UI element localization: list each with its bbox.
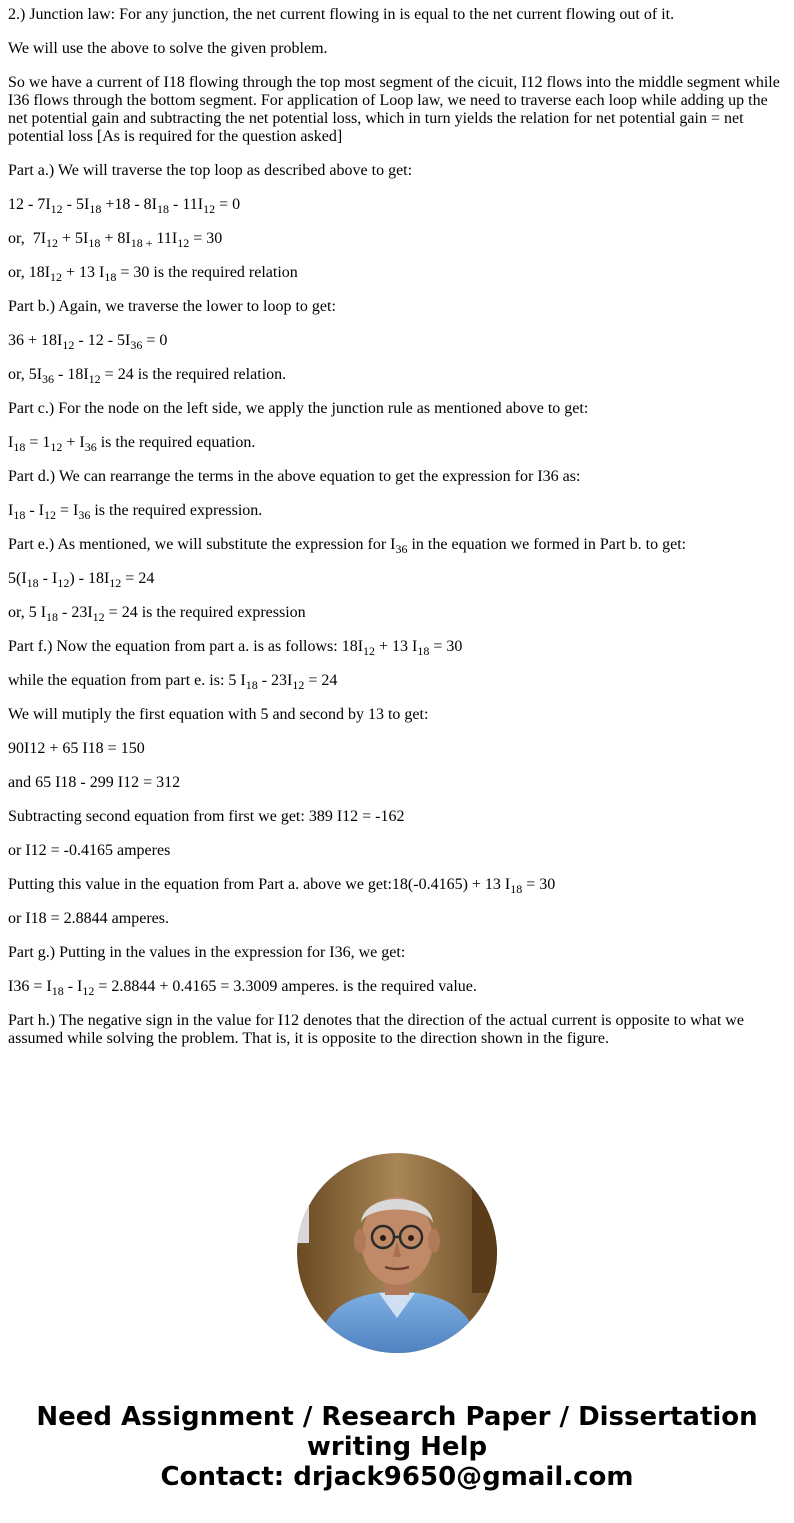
author-photo bbox=[297, 1153, 497, 1353]
answer-paragraph: or, $18I_{12} + 13$ $I_{18} = 30$ is the required relation bbox=[8, 264, 298, 284]
promo-contact-line: Contact: drjack9650@gmail.com bbox=[160, 1462, 634, 1492]
answer-paragraph: Part g.) Putting in the values in the expression for I36, we get: bbox=[8, 944, 406, 961]
answer-paragraph: or, $7I_{12} + 5I_{18} + 8I_{18 +}$ $11I_{12} = 30$ bbox=[8, 230, 223, 250]
answer-paragraph: Part f.) Now the equation from part a. is as follows: $18I_{12} + 13$ $I_{18} = 30$ bbox=[8, 638, 463, 658]
answer-paragraph: Part a.) We will traverse the top loop as described above to get: bbox=[8, 162, 413, 179]
answer-paragraph: Part d.) We can rearrange the terms in the above equation to get the expression for I36 as: bbox=[8, 468, 581, 485]
answer-paragraph: Putting this value in the equation from Part a. above we get:18(-0.4165) + 13 $I_{18} = 30$ bbox=[8, 876, 556, 896]
answer-paragraph: or I18 = 2.8844 amperes. bbox=[8, 910, 169, 927]
promo-line-2: writing Help bbox=[306, 1432, 488, 1462]
answer-paragraph: Part c.) For the node on the left side, we apply the junction rule as mentioned above to get: bbox=[8, 400, 589, 417]
answer-paragraph: So we have a current of I18 flowing through the top most segment of the cicuit, I12 flows into the middle segment while I36 flows through the bottom segment. For application of Loop law, we need to traverse each loop while adding up the net potential gain and subtracting the net potential loss, which in turn yields the relation for net potential gain = net potential loss [As is required for the question asked] bbox=[8, 74, 780, 145]
answer-paragraph: $36 + 18I_{12} - 12 - 5I_{36} = 0$ bbox=[8, 332, 168, 352]
answer-paragraph: We will mutiply the first equation with 5 and second by 13 to get: bbox=[8, 706, 429, 723]
answer-paragraph: Subtracting second equation from first we get: 389 I12 = -162 bbox=[8, 808, 405, 825]
answer-paragraph: 2.) Junction law: For any junction, the net current flowing in is equal to the net current flowing out of it. bbox=[8, 6, 675, 23]
answer-paragraph: 90I12 + 65 I18 = 150 bbox=[8, 740, 145, 757]
answer-paragraph: $5(I_{18} - I_{12}) - 18I_{12} = 24$ bbox=[8, 570, 155, 590]
answer-paragraph: Part h.) The negative sign in the value for I12 denotes that the direction of the actual current is opposite to what we assumed while solving the problem. That is, it is opposite to the direction shown in the figure. bbox=[8, 1012, 744, 1047]
answer-paragraph: $12 - 7I_{12} - 5I_{18} +18 - 8I_{18} - 11I_{12} = 0$ bbox=[8, 196, 241, 216]
answer-paragraph: $I_{18} = 1_{12} + I_{36}$ is the required equation. bbox=[8, 434, 256, 454]
answer-paragraph: or, $5I_{36} - 18I_{12} = 24$ is the required relation. bbox=[8, 366, 287, 386]
answer-paragraph: Part e.) As mentioned, we will substitute the expression for $I_{36}$ in the equation we formed in Part b. to get: bbox=[8, 536, 687, 556]
answer-body bbox=[8, 6, 784, 1064]
promo-banner bbox=[0, 1402, 794, 1492]
answer-paragraph: and 65 I18 - 299 I12 = 312 bbox=[8, 774, 181, 791]
person-portrait-icon bbox=[297, 1153, 497, 1353]
answer-paragraph: while the equation from part e. is: 5 $I_{18} - 23I_{12} = 24$ bbox=[8, 672, 338, 692]
answer-paragraph: or, 5 $I_{18} - 23I_{12} = 24$ is the required expression bbox=[8, 604, 306, 624]
answer-paragraph: $I36 = I_{18} - I_{12} = 2.8844 + 0.4165 = 3.3009$ amperes. is the required value. bbox=[8, 978, 477, 998]
promo-line-1: Need Assignment / Research Paper / Dissertation bbox=[36, 1402, 758, 1432]
answer-paragraph: $I_{18} - I_{12} = I_{36}$ is the required expression. bbox=[8, 502, 263, 522]
answer-paragraph: We will use the above to solve the given problem. bbox=[8, 40, 328, 57]
answer-paragraph: or I12 = -0.4165 amperes bbox=[8, 842, 171, 859]
answer-paragraph: Part b.) Again, we traverse the lower to loop to get: bbox=[8, 298, 336, 315]
